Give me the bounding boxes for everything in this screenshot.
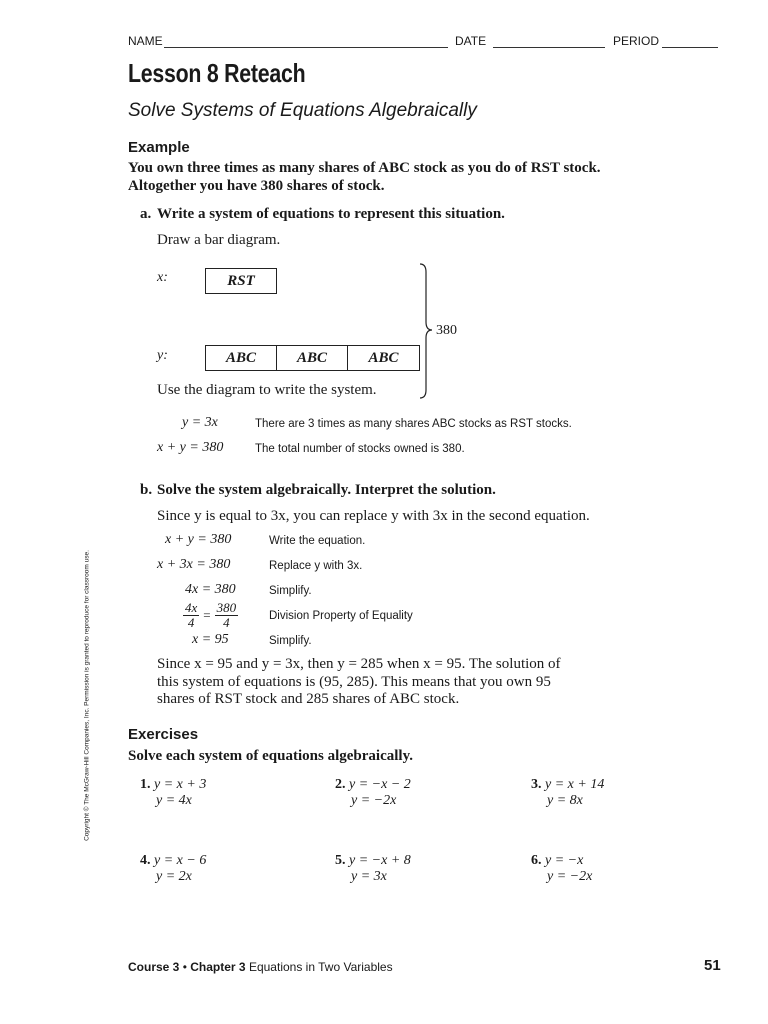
part-a-instruction: Draw a bar diagram. (157, 232, 281, 248)
step-4-fraction-eq: $\frac{4x}{4}$ = $\frac{380}{4}$ (185, 600, 237, 630)
frac-left-num: 4x (185, 600, 198, 615)
conclusion-line-1: Since x = 95 and y = 3x, then y = 285 when x = 95. The solution of (157, 656, 561, 672)
exercise-3-num: 3. (531, 777, 542, 792)
exercise-6-num: 6. (531, 853, 542, 868)
exercise-2-num: 2. (335, 777, 346, 792)
rst-bar: RST (205, 268, 277, 294)
exercise-5-eq1: y = −x + 8 (349, 853, 411, 868)
step-3-note: Simplify. (269, 585, 312, 597)
problem-line-1: You own three times as many shares of ABC stock as you do of RST stock. (128, 160, 601, 176)
date-line[interactable] (493, 47, 605, 48)
page-number: 51 (704, 957, 721, 974)
exercise-5-num: 5. (335, 853, 346, 868)
exercise-2-eq2: y = −2x (351, 793, 397, 808)
exercise-5 (335, 853, 411, 885)
period-label: PERIOD (613, 34, 660, 48)
equation-1-note: There are 3 times as many shares ABC stocks as RST stocks. (255, 418, 572, 430)
exercise-3 (531, 777, 604, 809)
abc-bar-2: ABC (276, 345, 348, 371)
exercise-2 (335, 777, 411, 809)
exercise-3-eq1: y = x + 14 (545, 777, 605, 792)
exercise-1-eq2: y = 4x (156, 793, 192, 808)
step-4-note: Division Property of Equality (269, 610, 413, 622)
lesson-subtitle: Solve Systems of Equations Algebraically (128, 100, 477, 121)
date-label: DATE (455, 34, 487, 48)
step-1-note: Write the equation. (269, 535, 366, 547)
name-label: NAME (128, 34, 163, 48)
exercise-4 (140, 853, 206, 885)
step-1-eq: x + y = 380 (165, 532, 232, 547)
exercise-2-eq1: y = −x − 2 (349, 777, 411, 792)
step-5-eq: x = 95 (192, 632, 229, 647)
step-2-note: Replace y with 3x. (269, 560, 363, 572)
problem-line-2: Altogether you have 380 shares of stock. (128, 178, 385, 194)
part-a-label: a. (140, 206, 152, 222)
part-a-prompt: Write a system of equations to represent this situation. (157, 206, 505, 222)
part-b-label: b. (140, 482, 153, 498)
abc-bar-3: ABC (347, 345, 420, 371)
diagram-y-label: y: (157, 348, 168, 363)
exercise-3-eq2: y = 8x (547, 793, 583, 808)
exercise-1-num: 1. (140, 777, 151, 792)
exercise-5-eq2: y = 3x (351, 869, 387, 884)
equation-1: y = 3x (182, 415, 218, 430)
exercises-instruction: Solve each system of equations algebraically. (128, 748, 413, 764)
abc-bar-1: ABC (205, 345, 277, 371)
step-2-eq: x + 3x = 380 (157, 557, 231, 572)
footer-course: Course 3 (128, 960, 180, 974)
lesson-title: Lesson 8 Reteach (128, 58, 306, 88)
diagram-x-label: x: (157, 270, 168, 285)
total-value: 380 (436, 323, 457, 338)
footer (128, 960, 393, 974)
exercise-4-num: 4. (140, 853, 151, 868)
exercise-4-eq1: y = x − 6 (154, 853, 207, 868)
exercise-1 (140, 777, 206, 809)
total-brace (418, 262, 438, 402)
step-5-note: Simplify. (269, 635, 312, 647)
exercise-6 (531, 853, 592, 885)
frac-right-num: 380 (216, 600, 237, 615)
example-heading: Example (128, 139, 190, 156)
frac-right-den: 4 (223, 615, 230, 630)
footer-chapter-title: Equations in Two Variables (248, 960, 393, 974)
exercises-heading: Exercises (128, 726, 199, 743)
exercise-1-eq1: y = x + 3 (154, 777, 207, 792)
footer-bullet: • (182, 960, 187, 974)
exercise-4-eq2: y = 2x (156, 869, 192, 884)
copyright-notice: Copyright © The McGraw-Hill Companies, Inc. Permission is granted to reproduce for classroom use. (83, 550, 91, 841)
frac-left-den: 4 (187, 615, 195, 630)
use-diagram-text: Use the diagram to write the system. (157, 382, 377, 398)
step-3-eq: 4x = 380 (185, 582, 236, 597)
equation-2-note: The total number of stocks owned is 380. (255, 443, 465, 455)
exercise-6-eq1: y = −x (545, 853, 584, 868)
period-line[interactable] (662, 47, 718, 48)
name-line[interactable] (164, 47, 448, 48)
exercise-6-eq2: y = −2x (547, 869, 593, 884)
part-b-prompt: Solve the system algebraically. Interpret the solution. (157, 482, 496, 498)
conclusion-line-2: this system of equations is (95, 285). This means that you own 95 (157, 674, 551, 690)
equation-2: x + y = 380 (157, 440, 224, 455)
footer-chapter: Chapter 3 (190, 960, 246, 974)
part-b-intro: Since y is equal to 3x, you can replace y with 3x in the second equation. (157, 508, 590, 524)
conclusion-line-3: shares of RST stock and 285 shares of ABC stock. (157, 691, 460, 707)
